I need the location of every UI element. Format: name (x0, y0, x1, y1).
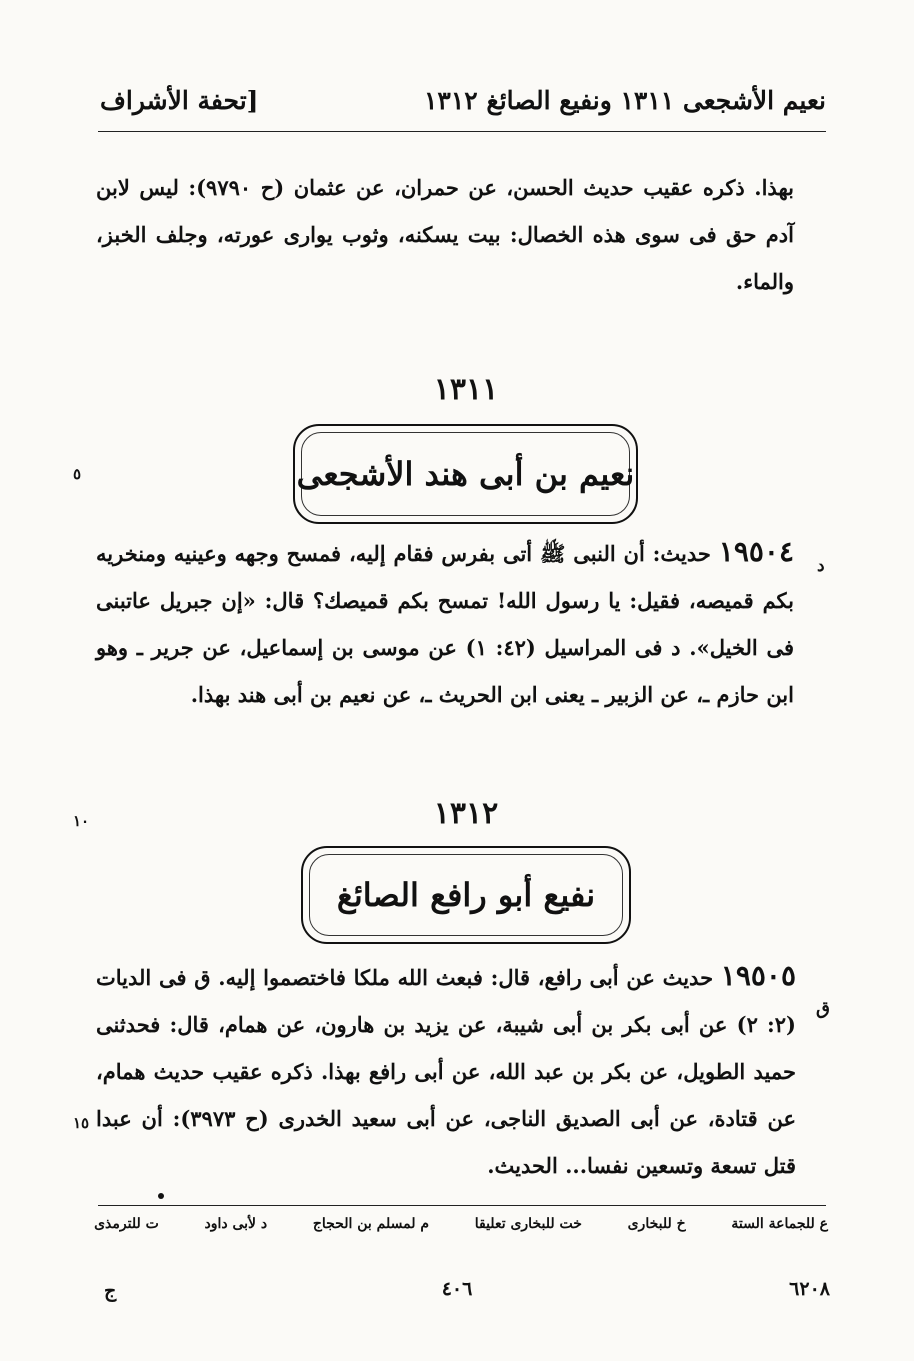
abbreviation-legend (94, 1216, 828, 1232)
footer-letter: ج (104, 1280, 117, 1302)
margin-line-number-5: ٥ (73, 465, 82, 483)
section-number-1311: ١٣١١ (433, 372, 499, 407)
hadith-text-19504: حديث: أن النبى ﷺ أتى بفرس فقام إليه، فمسح وجهه وعينيه ومنخريه بكم قميصه، فقيل: يا رسول الله! تمسح بكم قميصك؟ قال: «إن جبريل عاتبنى فى الخيل». د فى المراسيل (٤٢: ١) عن موسى بن إسماعيل، عن جرير ـ وهو ابن حازم ـ، عن الزبير ـ يعنى ابن الحريث ـ، عن نعيم بن أبى هند بهذا. (96, 541, 794, 707)
margin-line-number-10: ١٠ (73, 812, 90, 830)
margin-symbol-dal: د (817, 556, 825, 576)
section-number-1312: ١٣١٢ (433, 796, 499, 831)
running-header-left: [تحفة الأشراف (100, 86, 259, 115)
footer-reference-number: ٦٢٠٨ (789, 1278, 830, 1300)
legend-item: ع للجماعة الستة (731, 1216, 828, 1232)
legend-item: خ للبخارى (627, 1216, 686, 1232)
legend-item: خت للبخارى تعليقا (474, 1216, 582, 1232)
section-title-frame-1311 (293, 424, 638, 524)
legend-item: م لمسلم بن الحجاج (312, 1216, 430, 1232)
legend-item: د لأبى داود (204, 1216, 268, 1232)
legend-item: ت للترمذى (94, 1216, 159, 1232)
section-title-1311: نعيم بن أبى هند الأشجعى (296, 455, 635, 493)
margin-line-number-15: ١٥ (73, 1114, 90, 1132)
margin-symbol-qaf: ق (816, 998, 830, 1019)
section-title-1312: نفيع أبو رافع الصائغ (336, 876, 596, 914)
section-title-frame-1312 (301, 846, 631, 944)
page-number: ٤٠٦ (441, 1278, 473, 1300)
running-header-right: نعيم الأشجعى ١٣١١ ونفيع الصائغ ١٣١٢ (424, 86, 826, 115)
hadith-paragraph-19505 (96, 952, 796, 1189)
hadith-number-19505: ١٩٥٠٥ (720, 959, 796, 992)
header-rule (98, 131, 826, 132)
footnote-dot (158, 1193, 164, 1199)
hadith-number-19504: ١٩٥٠٤ (718, 535, 794, 568)
continuation-paragraph: بهذا. ذكره عقيب حديث الحسن، عن حمران، عن عثمان (ح ٩٧٩٠): ليس لابن آدم حق فى سوى هذه الخصال: بيت يسكنه، وثوب يوارى عورته، وجلف الخبز، والماء. (96, 175, 794, 294)
hadith-paragraph-19504 (96, 528, 794, 718)
footnote-rule (98, 1205, 826, 1206)
hadith-text-19505: حديث عن أبى رافع، قال: فبعث الله ملكا فاختصموا إليه. ق فى الديات (٢: ٢) عن أبى بكر بن أبى شيبة، عن يزيد بن هارون، عن همام، قال: فحدثنى حميد الطويل، عن بكر بن عبد الله، عن أبى رافع بهذا. ذكره عقيب حديث همام، عن قتادة، عن أبى الصديق الناجى، عن أبى سعيد الخدرى (ح ٣٩٧٣): أن عبدا قتل تسعة وتسعين نفسا... الحديث. (96, 965, 796, 1178)
